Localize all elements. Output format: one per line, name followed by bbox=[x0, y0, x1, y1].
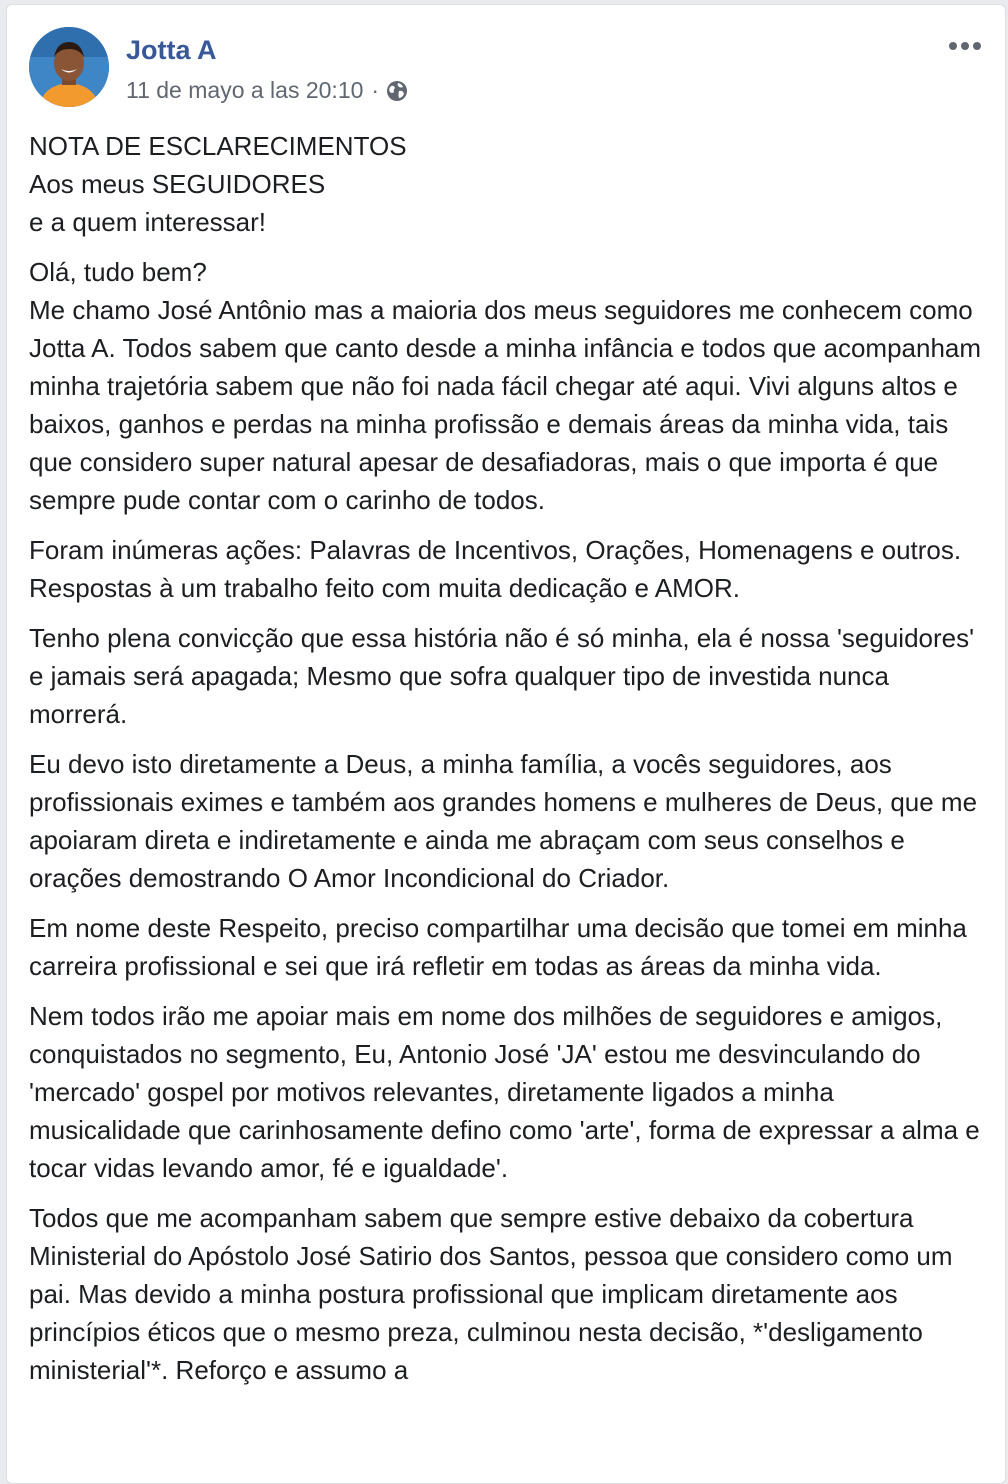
post-paragraph: NOTA DE ESCLARECIMENTOS Aos meus SEGUIDORES e a quem interessar! bbox=[29, 131, 407, 237]
author-name[interactable]: Jotta A bbox=[126, 35, 217, 65]
post-paragraph: Em nome deste Respeito, preciso compartilhar uma decisão que tomei em minha carreira profissional e sei que irá refletir em todas as áreas da minha vida. bbox=[29, 913, 967, 981]
post-paragraph: Olá, tudo bem? Me chamo José Antônio mas a maioria dos meus seguidores me conhecem como Jotta A. Todos sabem que canto desde a minha infância e todos que acompanham minha trajetória sabem que não foi nada fácil chegar até aqui. Vivi alguns altos e baixos, ganhos e perdas na minha profissão e demais áreas da minha vida, tais que considero super natural apesar de desafiadoras, mais o que importa é que sempre pude contar com o carinho de todos. bbox=[29, 257, 982, 515]
meta-separator: · bbox=[371, 77, 380, 103]
post-paragraph: Nem todos irão me apoiar mais em nome dos milhões de seguidores e amigos, conquistados no segmento, Eu, Antonio José 'JA' estou me desvinculando do 'mercado' gospel por motivos relevantes, diretamente ligados a minha musicalidade que carinhosamente defino como 'arte', forma de expressar a alma e tocar vidas levando amor, fé e igualdade'. bbox=[29, 1001, 980, 1183]
more-options-icon[interactable] bbox=[945, 31, 985, 61]
post-paragraph: Todos que me acompanham sabem que sempre estive debaixo da cobertura Ministerial do Apóstolo José Satirio dos Santos, pessoa que considero como um pai. Mas devido a minha postura profissional que implicam diretamente aos princípios éticos que o mesmo preza, culminou nesta decisão, *'desligamento ministerial'*. Reforço e assumo a bbox=[29, 1203, 953, 1385]
post-card bbox=[6, 4, 1006, 1484]
avatar[interactable] bbox=[29, 27, 109, 107]
post-meta bbox=[126, 77, 409, 104]
post-paragraph: Tenho plena convicção que essa história não é só minha, ela é nossa 'seguidores' e jamais será apagada; Mesmo que sofra qualquer tipo de investida nunca morrerá. bbox=[29, 623, 975, 729]
post-body bbox=[29, 127, 989, 1401]
post-header bbox=[29, 27, 993, 113]
globe-icon[interactable] bbox=[385, 79, 409, 103]
post-paragraph: Eu devo isto diretamente a Deus, a minha família, a vocês seguidores, aos profissionais eximes e também aos grandes homens e mulheres de Deus, que me apoiaram direta e indiretamente e ainda me abraçam com seus conselhos e orações demostrando O Amor Incondicional do Criador. bbox=[29, 749, 978, 893]
post-timestamp[interactable]: 11 de mayo a las 20:10 bbox=[126, 77, 364, 103]
post-paragraph: Foram inúmeras ações: Palavras de Incentivos, Orações, Homenagens e outros. Respostas à um trabalho feito com muita dedicação e AMOR. bbox=[29, 535, 962, 603]
